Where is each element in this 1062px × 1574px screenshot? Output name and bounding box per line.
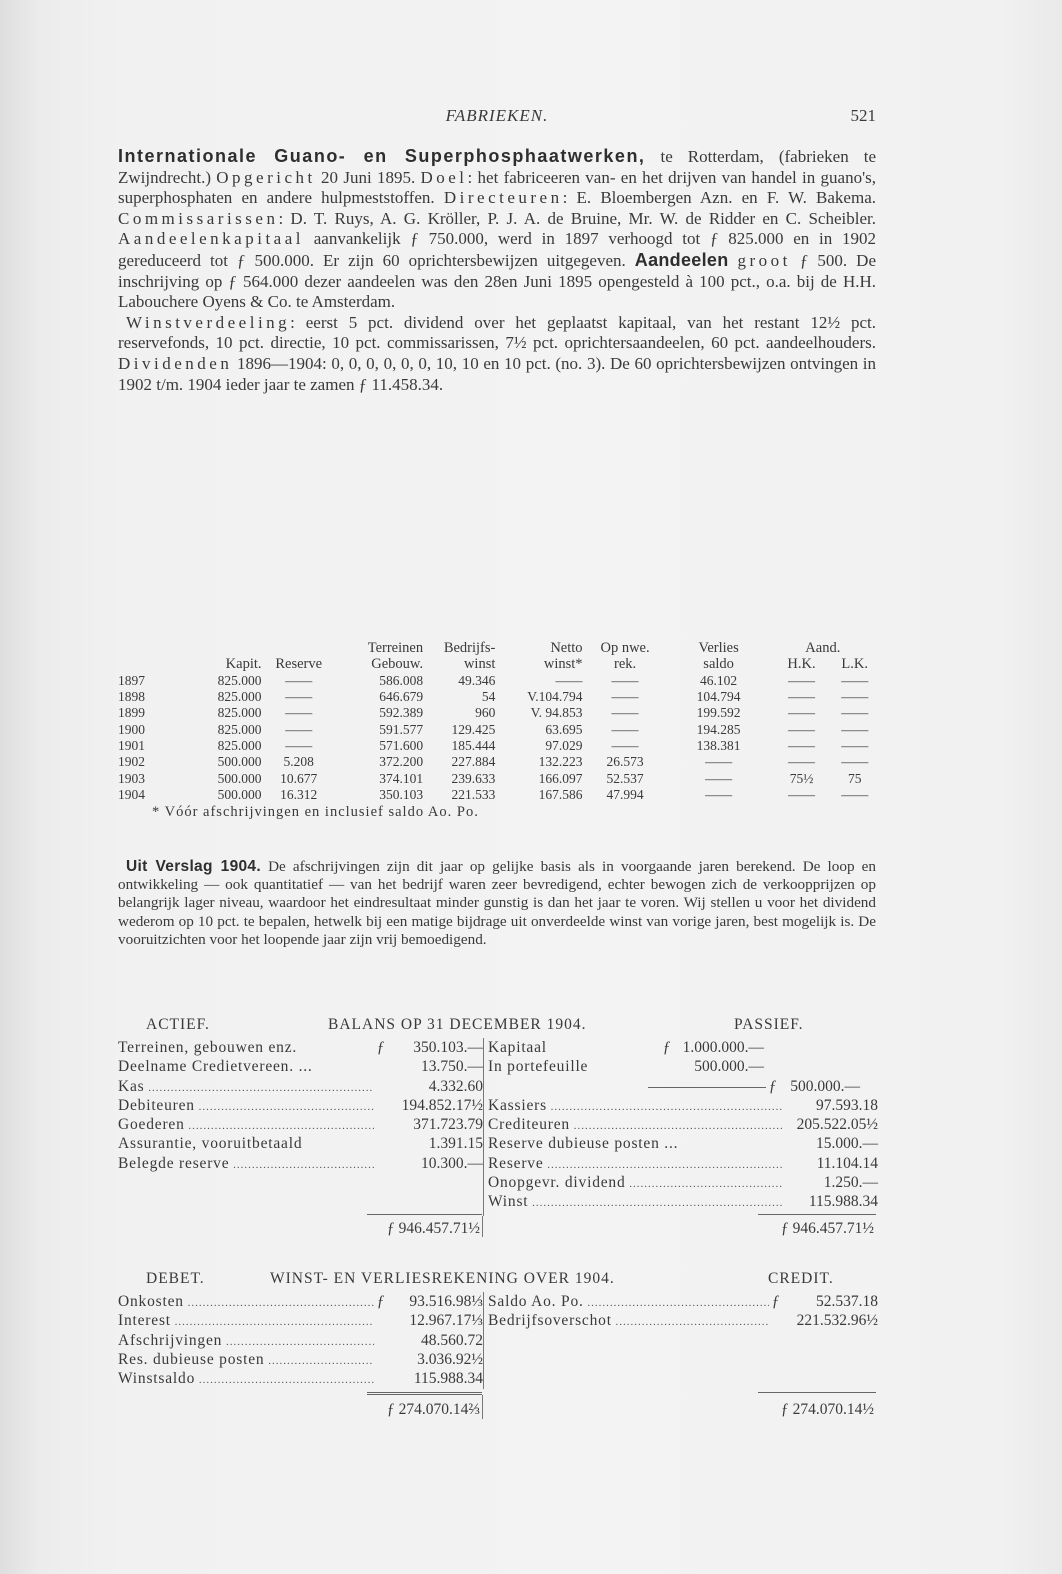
th-rek: rek.	[613, 656, 637, 673]
pl-total-left: ƒ 274.070.14⅔	[387, 1401, 481, 1418]
table-cell: 221.533	[451, 786, 496, 802]
currency: ƒ	[768, 1077, 778, 1095]
table-cell: ——	[841, 705, 869, 721]
th-terreinen: Terreinen	[367, 640, 424, 657]
ledger-row	[118, 1154, 483, 1173]
currency-sign	[769, 1311, 783, 1330]
company-name: Internationale Guano- en Superphosphaatwerken,	[118, 146, 646, 166]
ledger-value: 15.000.—	[816, 1135, 878, 1153]
th-winst-star: winst*	[543, 656, 583, 673]
dividenden-label: Dividenden	[118, 353, 233, 373]
table-cell: ——	[285, 705, 313, 721]
currency-sign	[374, 1154, 388, 1173]
ledger-row	[118, 1292, 483, 1311]
ledger-label: Belegde reserve .....	[118, 1154, 374, 1173]
ledger-row	[488, 1096, 878, 1115]
table-cell: V. 94.853	[530, 705, 583, 721]
table-cell: 10.677	[280, 770, 318, 786]
passief-head: PASSIEF.	[734, 1016, 804, 1033]
ledger-row	[118, 1350, 483, 1369]
winstverdeeling-label: Winstverdeeling	[126, 312, 291, 332]
ledger-label: Kas .....	[118, 1077, 374, 1096]
table-cell: ——	[611, 689, 639, 705]
ledger-label: Winstsaldo .....	[118, 1369, 374, 1388]
ledger-row	[488, 1292, 878, 1311]
credit-column	[483, 1292, 878, 1389]
table-row	[118, 721, 876, 737]
ledger-label: Deelname Credietvereen. ...	[118, 1058, 313, 1076]
currency-sign	[374, 1057, 388, 1076]
header-row-top	[118, 640, 876, 656]
commissarissen-text: : D. T. Ruys, A. G. Kröller, P. J. A. de Bruine, Mr. W. de Ridder en C. Scheibler.	[278, 208, 876, 228]
ledger-label: Reserve .....	[488, 1154, 783, 1173]
ledger-value: 350.103.—	[413, 1039, 483, 1056]
table-row	[118, 770, 876, 786]
table-cell: 591.577	[379, 721, 424, 737]
currency-sign	[374, 1115, 388, 1134]
table-cell: 75½	[789, 770, 814, 786]
table-cell: ——	[788, 754, 816, 770]
table-cell: ——	[705, 786, 733, 802]
table-cell: ——	[285, 689, 313, 705]
table-cell: 47.994	[606, 786, 644, 802]
table-cell: 227.884	[451, 754, 496, 770]
ledger-value: 194.852.17½	[401, 1096, 483, 1114]
running-head	[118, 106, 876, 128]
ledger-row	[118, 1369, 483, 1388]
table-cell: 129.425	[451, 721, 496, 737]
label: In portefeuille	[488, 1058, 589, 1076]
table-cell: 1902	[118, 754, 145, 770]
ledger-label: Afschrijvingen .....	[118, 1331, 374, 1350]
ledger-row	[488, 1154, 878, 1173]
ledger-row	[118, 1057, 483, 1076]
currency-sign: ƒ	[376, 1039, 386, 1056]
statistics-table	[118, 640, 876, 821]
ledger-label: Winst .....	[488, 1192, 783, 1211]
pl-total-right: ƒ 274.070.14½	[781, 1401, 874, 1418]
passief-kapitaal	[488, 1038, 878, 1057]
directeuren-label: Directeuren	[443, 188, 563, 208]
table-cell: 54	[481, 689, 496, 705]
currency-sign	[374, 1077, 388, 1096]
ledger-label: Onopgevr. dividend .....	[488, 1173, 783, 1192]
th-verlies: Verlies	[698, 640, 739, 657]
th-kapit: Kapit.	[225, 656, 262, 673]
table-cell: 185.444	[451, 737, 496, 753]
balance-total-left: ƒ 946.457.71½	[387, 1220, 481, 1237]
table-cell: 49.346	[458, 672, 496, 688]
value: 1.000.000.—	[682, 1039, 764, 1056]
table-cell: 104.794	[696, 689, 741, 705]
table-cell: 500.000	[217, 770, 262, 786]
ledger-label: Saldo Ao. Po. .....	[488, 1292, 769, 1311]
aandeelen-text: ƒ 500. De inschrijving op ƒ 564.000 dezer aandeelen was den 28en Juni 1895 opengesteld à 100 pct., o.a. bij de H.H. Labouchere Oyens & Co. te Amsterdam.	[118, 250, 877, 312]
table-cell: 825.000	[217, 689, 262, 705]
table-cell: ——	[788, 737, 816, 753]
table-cell: 825.000	[217, 672, 262, 688]
table-footnote: * Vóór afschrijvingen en inclusief saldo Ao. Po.	[152, 803, 479, 820]
currency-sign	[374, 1096, 388, 1115]
kapitaal-label: Aandeelenkapitaal	[118, 229, 304, 249]
balance-sheet	[118, 1016, 876, 1237]
winstverdeeling-text: : eerst 5 pct. dividend over het geplaatst kapitaal, van het restant 12½ pct. reservefonds, 10 pct. directie, 10 pct. commissarissen, 7½ pct. oprichtersaandeelen, 60 pct. aandeelhouders.	[118, 312, 876, 353]
balance-title: BALANS OP 31 DECEMBER 1904.	[328, 1016, 587, 1033]
debet-head: DEBET.	[146, 1270, 205, 1287]
table-cell: ——	[285, 721, 313, 737]
ledger-label: Debiteuren .....	[118, 1096, 374, 1115]
ledger-value: 1.391.15	[428, 1135, 483, 1153]
table-cell: 1899	[118, 705, 145, 721]
currency-sign	[374, 1311, 388, 1330]
table-cell: ——	[611, 672, 639, 688]
table-cell: ——	[788, 705, 816, 721]
ledger-row	[118, 1311, 483, 1330]
table-cell: 1903	[118, 770, 145, 786]
winstverdeeling-paragraph	[118, 313, 876, 395]
label: Kapitaal	[488, 1039, 547, 1056]
page-number: 521	[850, 106, 876, 125]
ledger-value: 115.988.34	[808, 1193, 878, 1211]
ledger-value: 48.560.72	[421, 1331, 483, 1349]
table-cell: 586.008	[379, 672, 424, 688]
ledger-row	[118, 1077, 483, 1096]
currency-sign	[374, 1369, 388, 1388]
currency: ƒ	[662, 1039, 672, 1056]
ledger-value: 52.537.18	[816, 1293, 878, 1310]
th	[118, 640, 182, 656]
pl-title: WINST- EN VERLIESREKENING OVER 1904.	[270, 1270, 615, 1287]
ledger-label: Terreinen, gebouwen enz.	[118, 1039, 298, 1056]
th	[182, 640, 262, 656]
ledger-row	[488, 1192, 878, 1211]
th-reserve: Reserve	[275, 656, 323, 673]
header-row-bottom	[118, 656, 876, 672]
ledger-value: 221.532.96½	[796, 1312, 878, 1330]
passief-netto	[488, 1077, 878, 1096]
aandeelen-label: Aandeelen	[634, 249, 729, 270]
ledger-row	[118, 1134, 483, 1153]
th-hk: H.K.	[787, 656, 816, 673]
report-label: Uit Verslag 1904.	[126, 858, 261, 875]
th-winst: winst	[463, 656, 496, 673]
table-cell: 350.103	[379, 786, 424, 802]
groot-label: groot	[737, 250, 791, 270]
table-cell: ——	[788, 689, 816, 705]
table-row	[118, 673, 876, 689]
commissarissen-label: Commissarissen	[118, 208, 279, 228]
table-cell: 592.389	[379, 705, 424, 721]
ledger-row	[118, 1038, 483, 1057]
ledger-value: 115.988.34	[413, 1370, 483, 1388]
doel-text: : het fabriceeren van- en het drijven van handel in guano's, superphosphaten en andere hulpmeststoffen.	[118, 167, 876, 208]
table-cell: ——	[705, 754, 733, 770]
pl-totals	[118, 1395, 876, 1416]
ledger-row	[118, 1096, 483, 1115]
table-cell: 372.200	[379, 754, 424, 770]
ledger-row	[488, 1311, 878, 1330]
table-cell: ——	[841, 721, 869, 737]
table-cell: 646.679	[379, 689, 424, 705]
currency-sign	[374, 1350, 388, 1369]
currency-sign: ƒ	[376, 1293, 386, 1310]
table-cell: 500.000	[217, 754, 262, 770]
currency-sign: ƒ	[771, 1293, 781, 1310]
pl-heads	[118, 1270, 876, 1292]
ledger-value: 12.967.17⅓	[409, 1312, 483, 1330]
th-aand: Aand.	[805, 640, 841, 657]
ledger-label: Bedrijfsoverschot .....	[488, 1311, 769, 1330]
table-cell: 16.312	[280, 786, 318, 802]
th	[118, 656, 182, 672]
ledger-value: 1.250.—	[823, 1174, 878, 1192]
ledger-row	[488, 1115, 878, 1134]
kapitaal-text: aanvankelijk ƒ 750.000, werd in 1897 verhoogd tot ƒ 825.000 en in 1902 gereduceerd tot ƒ 500.000. Er zijn 60 oprichtersbewijzen uitgegeven.	[118, 229, 876, 270]
th-netto: Netto	[550, 640, 583, 657]
table-cell: 138.381	[696, 737, 741, 753]
ledger-value: 3.036.92½	[417, 1350, 483, 1368]
table-cell: 1897	[118, 672, 145, 688]
table-cell: 1904	[118, 786, 145, 802]
company-description	[118, 146, 876, 395]
ledger-label: Onkosten .....	[118, 1292, 374, 1311]
table-cell: ——	[705, 770, 733, 786]
table-cell: 1901	[118, 737, 145, 753]
th	[262, 640, 336, 656]
table-cell: 97.029	[545, 737, 583, 753]
ledger-row	[118, 1331, 483, 1350]
opgericht-text: 20 Juni 1895.	[315, 167, 421, 187]
company-location: te Rotterdam, (fabrieken te Zwijndrecht.)	[118, 147, 877, 187]
ledger-value: 205.522.05½	[796, 1116, 878, 1134]
profit-loss-account	[118, 1270, 876, 1416]
dividenden-text: 1896—1904: 0, 0, 0, 0, 0, 0, 10, 10 en 10 pct. (no. 3). De 60 oprichtersbewijzen ontvingen in 1902 t/m. 1904 ieder jaar te zamen ƒ 11.458.34.	[118, 353, 876, 394]
th-saldo: saldo	[703, 656, 734, 673]
ledger-label: Res. dubieuse posten .....	[118, 1350, 374, 1369]
passief-column	[483, 1038, 878, 1216]
section-title: FABRIEKEN.	[445, 106, 549, 125]
table-cell: 52.537	[606, 770, 644, 786]
table-cell: ——	[285, 672, 313, 688]
table-cell: ——	[841, 737, 869, 753]
table-cell: 960	[475, 705, 496, 721]
ledger-label: Reserve dubieuse posten ...	[488, 1135, 679, 1153]
currency-sign	[374, 1134, 388, 1153]
table-cell: 1900	[118, 721, 145, 737]
table-cell: 5.208	[283, 754, 314, 770]
directeuren-text: : E. Bloembergen Azn. en F. W. Bakema.	[562, 188, 876, 208]
table-cell: 239.633	[451, 770, 496, 786]
value: 500.000.—	[790, 1077, 860, 1095]
doel-label: Doel	[420, 167, 468, 187]
table-row	[118, 787, 876, 803]
balance-total-right: ƒ 946.457.71½	[781, 1220, 874, 1237]
ledger-label: Crediteuren .....	[488, 1115, 783, 1134]
table-cell: ——	[611, 721, 639, 737]
table-cell: ——	[841, 689, 869, 705]
table-cell: 46.102	[700, 672, 738, 688]
table-cell: ——	[841, 754, 869, 770]
table-row	[118, 754, 876, 770]
table-cell: ——	[841, 786, 869, 802]
ledger-row	[488, 1173, 878, 1192]
table-cell: 63.695	[545, 721, 583, 737]
passief-portefeuille	[488, 1057, 878, 1076]
table-cell: ——	[611, 705, 639, 721]
table-cell: 26.573	[606, 754, 644, 770]
table-cell: ——	[285, 737, 313, 753]
ledger-value: 13.750.—	[421, 1058, 483, 1076]
th-lk: L.K.	[841, 656, 868, 673]
actief-column	[118, 1038, 483, 1216]
table-cell: 500.000	[217, 786, 262, 802]
ledger-row	[118, 1115, 483, 1134]
ledger-value: 371.723.79	[413, 1116, 483, 1134]
table-cell: 166.097	[538, 770, 583, 786]
table-cell: 825.000	[217, 705, 262, 721]
table-cell: ——	[788, 786, 816, 802]
report-text: De afschrijvingen zijn dit jaar op gelijke basis als in voorgaande jaren berekend. De loop en ontwikkeling — ook quantitatief — van het bedrijf waren zeer bevredigend, echter bewogen zich de verkoopprijzen op belangrijk lager niveau, waardoor het eindresultaat minder gunstig is dan het jaar te voren. Wij stellen u voor het dividend wederom op 10 pct. te bepalen, hetwelk bij een matige bijdrage uit onverdeelde winst van vorige jaren, best mogelijk is. De vooruitzichten voor het loopende jaar zijn vrij bemoedigend.	[118, 858, 876, 948]
table-cell: ——	[841, 672, 869, 688]
table-cell: 1898	[118, 689, 145, 705]
opgericht-label: Opgericht	[216, 167, 316, 187]
ledger-label: Kassiers .....	[488, 1096, 783, 1115]
table-cell: V.104.794	[527, 689, 583, 705]
table-cell: 374.101	[379, 770, 424, 786]
ledger-label: Interest .....	[118, 1311, 374, 1330]
debet-column	[118, 1292, 483, 1389]
ledger-value: 10.300.—	[421, 1154, 483, 1172]
currency-sign	[374, 1331, 388, 1350]
balance-heads	[118, 1016, 876, 1038]
ledger-value: 97.593.18	[816, 1096, 878, 1114]
ledger-value: 4.332.60	[428, 1077, 483, 1095]
ledger-label: Goederen .....	[118, 1115, 374, 1134]
th-gebouw: Gebouw.	[371, 656, 424, 673]
ledger-row	[488, 1134, 878, 1153]
table-cell: 167.586	[538, 786, 583, 802]
table-row	[118, 738, 876, 754]
table-cell: ——	[555, 672, 583, 688]
table-cell: ——	[788, 721, 816, 737]
table-cell: 825.000	[217, 737, 262, 753]
table-cell: ——	[788, 672, 816, 688]
ledger-value: 93.516.98⅓	[409, 1293, 483, 1310]
th-bedrijfs: Bedrijfs-	[443, 640, 496, 657]
table-row	[118, 689, 876, 705]
table-cell: 132.223	[538, 754, 583, 770]
balance-totals	[118, 1216, 876, 1237]
ledger-label: Assurantie, vooruitbetaald	[118, 1135, 303, 1153]
th-op-nwe: Op nwe.	[600, 640, 650, 657]
actief-head: ACTIEF.	[146, 1016, 210, 1033]
company-paragraph	[118, 146, 876, 313]
table-row	[118, 705, 876, 721]
annual-report-excerpt	[118, 858, 876, 949]
ledger-value: 11.104.14	[816, 1154, 878, 1172]
table-cell: 825.000	[217, 721, 262, 737]
table-cell: ——	[611, 737, 639, 753]
table-cell: 571.600	[379, 737, 424, 753]
credit-head: CREDIT.	[768, 1270, 834, 1287]
value: 500.000.—	[694, 1058, 764, 1076]
table-cell: 194.285	[696, 721, 741, 737]
table-cell: 199.592	[696, 705, 741, 721]
table-cell: 75	[847, 770, 862, 786]
